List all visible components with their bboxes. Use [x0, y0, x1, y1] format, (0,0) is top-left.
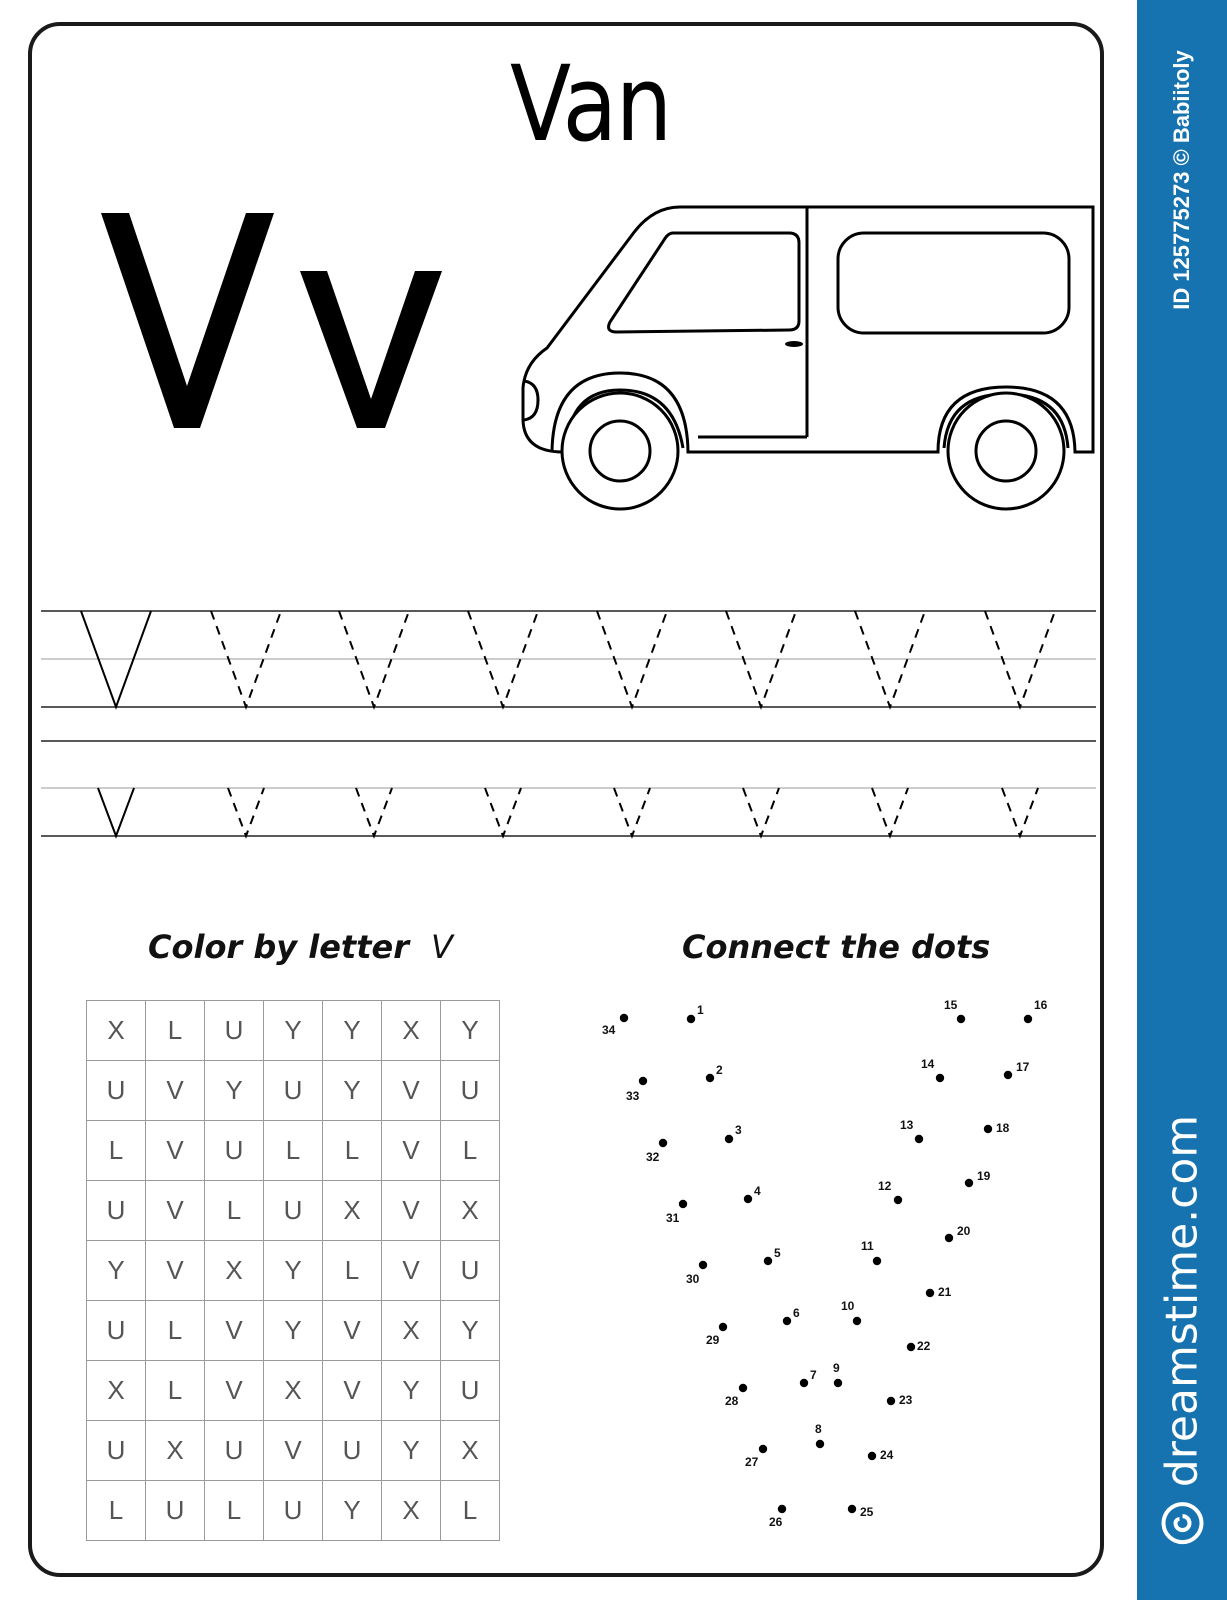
dot-number-label: 26 — [769, 1515, 783, 1529]
dot-point[interactable] — [639, 1077, 647, 1085]
van-rear-window — [838, 233, 1069, 333]
grid-row — [87, 1361, 500, 1421]
grid-row — [87, 1481, 500, 1541]
grid-cell[interactable]: U — [87, 1181, 146, 1241]
dashed-trace-letter — [485, 788, 521, 836]
dot-point[interactable] — [706, 1074, 714, 1082]
dot-number-label: 11 — [861, 1239, 874, 1253]
dot-point[interactable] — [725, 1135, 733, 1143]
grid-cell[interactable]: V — [382, 1121, 441, 1181]
grid-cell[interactable]: Y — [441, 1001, 500, 1061]
dot-point[interactable] — [873, 1257, 881, 1265]
dot-point[interactable] — [894, 1196, 902, 1204]
big-uppercase-v — [101, 213, 274, 428]
grid-cell[interactable]: Y — [441, 1301, 500, 1361]
color-by-letter-target: V — [431, 928, 453, 966]
dot-number-label: 13 — [900, 1118, 914, 1132]
dashed-trace-letter — [356, 788, 392, 836]
big-lowercase-v — [300, 271, 442, 428]
grid-cell[interactable]: X — [87, 1001, 146, 1061]
grid-cell[interactable]: U — [205, 1001, 264, 1061]
grid-cell[interactable]: X — [441, 1421, 500, 1481]
van-rear-wheel-outer — [948, 393, 1064, 509]
grid-cell[interactable]: U — [87, 1061, 146, 1121]
grid-cell[interactable]: U — [87, 1301, 146, 1361]
grid-cell[interactable]: U — [264, 1181, 323, 1241]
dot-point[interactable] — [699, 1261, 707, 1269]
dot-number-label: 2 — [716, 1063, 723, 1077]
solid-model-letter — [98, 788, 134, 836]
grid-cell[interactable]: Y — [264, 1241, 323, 1301]
dot-point[interactable] — [984, 1125, 992, 1133]
dot-point[interactable] — [907, 1343, 915, 1351]
dashed-trace-letter — [872, 788, 908, 836]
tracing-guidelines — [41, 611, 1096, 836]
grid-cell[interactable]: V — [323, 1301, 382, 1361]
grid-cell[interactable]: X — [146, 1421, 205, 1481]
grid-cell[interactable]: V — [146, 1121, 205, 1181]
dot-point[interactable] — [620, 1014, 628, 1022]
grid-cell[interactable]: L — [205, 1181, 264, 1241]
grid-cell[interactable]: L — [87, 1121, 146, 1181]
dot-point[interactable] — [800, 1379, 808, 1387]
grid-cell[interactable]: V — [146, 1241, 205, 1301]
dot-point[interactable] — [687, 1015, 695, 1023]
grid-cell[interactable]: L — [441, 1481, 500, 1541]
van-illustration — [523, 207, 1093, 509]
tracing-row-lowercase — [98, 788, 1038, 836]
dot-number-label: 14 — [921, 1057, 935, 1071]
grid-cell[interactable]: X — [87, 1361, 146, 1421]
dreamstime-spiral-logo-icon — [1160, 1501, 1204, 1545]
grid-cell[interactable]: L — [264, 1121, 323, 1181]
dot-number-label: 30 — [686, 1272, 700, 1286]
watermark-id-text: ID 125775273 © Babiitoly — [1169, 50, 1194, 310]
dot-point[interactable] — [764, 1257, 772, 1265]
dot-number-label: 18 — [996, 1121, 1010, 1135]
dot-point[interactable] — [679, 1200, 687, 1208]
grid-cell[interactable]: Y — [264, 1001, 323, 1061]
grid-cell[interactable]: U — [441, 1241, 500, 1301]
dashed-trace-letter — [743, 788, 779, 836]
grid-cell[interactable]: V — [382, 1061, 441, 1121]
dot-number-label: 29 — [706, 1333, 720, 1347]
van-headlight — [524, 381, 538, 420]
dot-number-label: 19 — [977, 1169, 991, 1183]
van-front-window — [609, 233, 799, 332]
dot-number-label: 25 — [860, 1505, 874, 1519]
grid-cell[interactable]: U — [264, 1061, 323, 1121]
dot-number-label: 31 — [666, 1211, 680, 1225]
grid-cell[interactable]: X — [441, 1181, 500, 1241]
dot-number-label: 4 — [754, 1184, 761, 1198]
dot-number-label: 8 — [815, 1422, 822, 1436]
dot-number-label: 12 — [878, 1179, 892, 1193]
dot-point[interactable] — [816, 1440, 824, 1448]
grid-cell[interactable]: X — [382, 1301, 441, 1361]
dot-number-label: 21 — [938, 1285, 952, 1299]
dot-point[interactable] — [957, 1015, 965, 1023]
grid-cell[interactable]: U — [205, 1121, 264, 1181]
color-by-letter-grid — [86, 1000, 500, 1541]
grid-cell[interactable]: L — [146, 1001, 205, 1061]
dot-point[interactable] — [936, 1074, 944, 1082]
dot-number-label: 20 — [957, 1224, 971, 1238]
dot-number-label: 9 — [833, 1361, 840, 1375]
color-by-letter-heading-text: Color by letter — [148, 928, 409, 966]
grid-cell[interactable]: Y — [382, 1421, 441, 1481]
dot-number-label: 24 — [880, 1448, 894, 1462]
dot-number-label: 7 — [810, 1368, 817, 1382]
grid-cell[interactable]: L — [205, 1481, 264, 1541]
dot-point[interactable] — [868, 1452, 876, 1460]
dot-number-label: 34 — [602, 1023, 616, 1037]
dot-number-label: 17 — [1016, 1060, 1030, 1074]
grid-cell[interactable]: V — [382, 1241, 441, 1301]
dot-number-label: 23 — [899, 1393, 913, 1407]
dot-number-label: 27 — [745, 1455, 759, 1469]
grid-cell[interactable]: Y — [87, 1241, 146, 1301]
dot-point[interactable] — [853, 1317, 861, 1325]
dot-number-label: 1 — [697, 1003, 704, 1017]
grid-row — [87, 1181, 500, 1241]
dot-point[interactable] — [887, 1397, 895, 1405]
dashed-trace-letter — [614, 788, 650, 836]
grid-cell[interactable]: V — [146, 1061, 205, 1121]
dot-number-label: 15 — [944, 998, 958, 1012]
grid-cell[interactable]: Y — [264, 1301, 323, 1361]
grid-cell[interactable]: U — [264, 1481, 323, 1541]
watermark-brand — [1157, 1115, 1208, 1545]
grid-cell[interactable]: Y — [323, 1481, 382, 1541]
big-letters — [101, 213, 442, 428]
grid-row — [87, 1121, 500, 1181]
grid-cell[interactable]: L — [146, 1301, 205, 1361]
dot-point[interactable] — [778, 1505, 786, 1513]
dot-point[interactable] — [739, 1384, 747, 1392]
grid-cell[interactable]: X — [323, 1181, 382, 1241]
dot-point[interactable] — [926, 1289, 934, 1297]
grid-cell[interactable]: V — [264, 1421, 323, 1481]
dot-point[interactable] — [659, 1139, 667, 1147]
van-door-handle — [785, 341, 803, 347]
grid-cell[interactable]: Y — [323, 1001, 382, 1061]
grid-cell[interactable]: L — [146, 1361, 205, 1421]
grid-cell[interactable]: V — [382, 1181, 441, 1241]
grid-cell[interactable]: X — [382, 1481, 441, 1541]
dot-point[interactable] — [744, 1195, 752, 1203]
grid-cell[interactable]: U — [441, 1061, 500, 1121]
grid-cell[interactable]: V — [205, 1301, 264, 1361]
dot-number-label: 3 — [735, 1123, 742, 1137]
dot-point[interactable] — [1024, 1015, 1032, 1023]
grid-cell[interactable]: Y — [205, 1061, 264, 1121]
grid-cell[interactable]: U — [323, 1421, 382, 1481]
grid-cell[interactable]: V — [323, 1361, 382, 1421]
grid-cell[interactable]: L — [87, 1481, 146, 1541]
grid-cell[interactable]: U — [146, 1481, 205, 1541]
dashed-trace-letter — [228, 788, 264, 836]
dot-point[interactable] — [848, 1505, 856, 1513]
grid-cell[interactable]: U — [205, 1421, 264, 1481]
dot-point[interactable] — [965, 1179, 973, 1187]
dot-number-label: 6 — [793, 1306, 800, 1320]
grid-cell[interactable]: L — [323, 1241, 382, 1301]
connect-dots-heading: Connect the dots — [682, 928, 991, 966]
dot-number-label: 28 — [725, 1394, 739, 1408]
watermark-brand-text: dreamstime.com — [1156, 1114, 1208, 1488]
dot-number-label: 10 — [841, 1299, 855, 1313]
grid-cell[interactable]: V — [205, 1361, 264, 1421]
grid-cell[interactable]: L — [441, 1121, 500, 1181]
dot-number-label: 5 — [774, 1246, 781, 1260]
grid-cell[interactable]: V — [146, 1181, 205, 1241]
dot-point[interactable] — [834, 1379, 842, 1387]
dot-number-label: 33 — [626, 1089, 640, 1103]
dot-number-label: 22 — [917, 1339, 931, 1353]
dot-point[interactable] — [759, 1445, 767, 1453]
dot-point[interactable] — [915, 1135, 923, 1143]
dot-point[interactable] — [1004, 1071, 1012, 1079]
dashed-trace-letter — [1002, 788, 1038, 836]
grid-cell[interactable]: X — [205, 1241, 264, 1301]
dot-point[interactable] — [719, 1323, 727, 1331]
grid-cell[interactable]: Y — [323, 1061, 382, 1121]
dot-point[interactable] — [783, 1317, 791, 1325]
dot-number-label: 32 — [646, 1150, 660, 1164]
connect-dots-points — [620, 1014, 1032, 1513]
grid-row — [87, 1421, 500, 1481]
van-front-wheel-outer — [562, 393, 678, 509]
grid-cell[interactable]: X — [264, 1361, 323, 1421]
grid-row — [87, 1241, 500, 1301]
worksheet-word-title: Van — [510, 43, 671, 165]
dot-number-label: 16 — [1034, 998, 1048, 1012]
grid-cell[interactable]: U — [87, 1421, 146, 1481]
grid-cell[interactable]: X — [382, 1001, 441, 1061]
grid-row — [87, 1001, 500, 1061]
grid-cell[interactable]: L — [323, 1121, 382, 1181]
grid-row — [87, 1301, 500, 1361]
grid-cell[interactable]: Y — [382, 1361, 441, 1421]
dot-point[interactable] — [945, 1234, 953, 1242]
grid-row — [87, 1061, 500, 1121]
color-by-letter-heading — [148, 928, 453, 966]
grid-cell[interactable]: U — [441, 1361, 500, 1421]
